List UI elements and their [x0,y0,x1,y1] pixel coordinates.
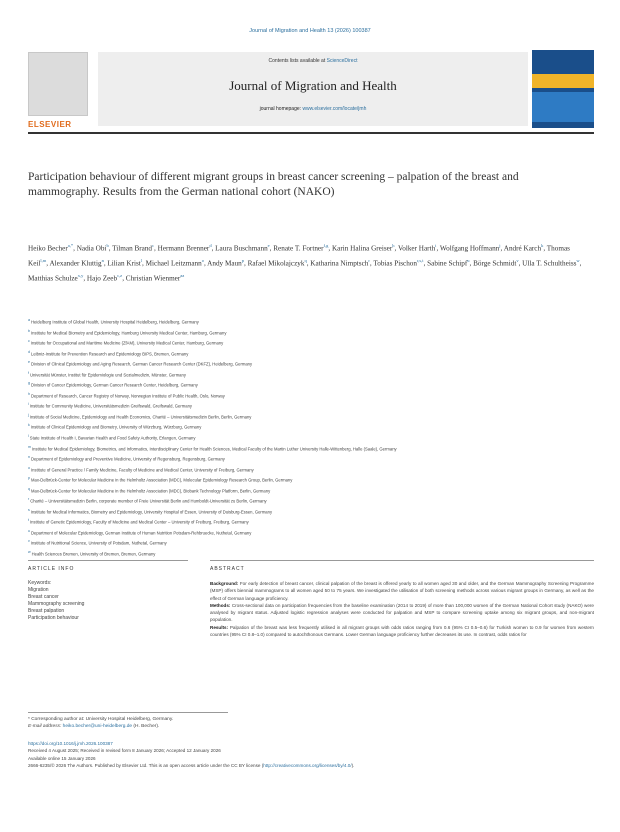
affiliation-item: $^d$ Leibniz-Institute for Prevention Research and Epidemiology BIPS, Bremen, Germany [28,349,189,357]
keyword-list [28,587,188,622]
abstract-paragraph: Methods: Cross-sectional data on participation frequencies from the baseline examination (2014 to 2019) of more than 100,000 women of the German National Cohort study (NAKO) were analysed by migrant status. Adjusted logistic regression analyses were conducted for palpation and MSP to compare screening uptake among six migrant groups, and non-migrant population. [210,602,594,623]
author-affiliation-mark[interactable]: a,* [67,243,74,248]
author-affiliation-mark[interactable]: e [267,243,270,248]
affiliation-item: $^f$ Universität Münster, Institut für Epidemiologie und Sozialmedizin, Münster, Germany [28,370,186,378]
author-name[interactable]: Katharina Nimptsch [310,259,369,268]
email-line: E-mail address: heiko.becher@uni-heidelberg.de (H. Becher). [28,724,160,730]
affiliation-item: $^o$ Institute of General Practice / Family Medicine, Faculty of Medicine and Medical Center, University of Freiburg, Germany [28,465,254,473]
affiliation-item: $^g$ Division of Cancer Epidemiology, German Cancer Research Center, Heidelberg, Germany [28,381,198,388]
affiliation-item: $^m$ Institute for Medical Epidemiology, Biometrics, and Informatics, Interdisciplinary Center for Health Sciences, Medical Faculty of the Martin Luther University Halle-Wittenberg, Halle (Saale), Germany [28,444,397,451]
keyword-item: Mammography screening [28,601,85,608]
author-affiliation-mark[interactable]: p [241,257,244,263]
author-list: Heiko Becher$^{a,*}$, Nadia Obi$^b$, Tilman Brand$^c$, Hermann Brenner$^d$, Laura Buschmann$^e$, Renate T. Fortner$^{f,g}$, Karin Halina Greiser$^h$, Volker Harth$^i$, Wolfgang Hoffmann$^j$, André Karch$^k$, Thomas Keil$^{l,m}$, Alexander Kluttig$^n$, Lilian Krist$^l$, Michael Leitzmann$^o$, Andy Maun$^p$, Rafael Mikolajczyk$^q$, Katharina Nimptsch$^r$, Tobias Pischon$^{r,s,t}$, Sabine Schipf$^u$, Börge Schmidt$^v$, Ulla T. Schultheiss$^w$, Matthias Schulze$^{x,y}$, Hajo Zeeb$^{c,z}$, Christian Wienmer$^{aa}$ [28,243,582,283]
author-name[interactable]: Christian Wienmer [125,274,181,283]
affiliation-item: $^k$ Institute of Clinical Epidemiology and Biometry, University of Würzburg, Würzburg, Germany [28,423,202,430]
abstract-text [210,580,594,638]
affiliation-item: $^w$ Health Sciences Bremen, University of Bremen, Bremen, Germany [28,550,156,557]
affiliation-item: $^b$ Institute for Medical Biometry and Epidemiology, Hamburg University Medical Center, Hamburg, Germany [28,328,227,335]
keywords-block [28,580,188,623]
author-affiliation-mark[interactable]: r,s,t [416,257,424,263]
affiliation-item: $^t$ Institute of Genetic Epidemiology, Faculty of Medicine and Medical Center – University of Freiburg, Freiburg, Germany [28,518,249,525]
abstract-paragraph: Results: Palpation of the breast was less frequently utilised in all migrant groups with odds ratios ranging from 0.6 (95% CI 0.5–0.6) for Turkish women to 0.9 for women from western countries (95% CI 0.8–1.0) compared to autochthonous Germans. Lower German language proficiency further decreases its use. In contrast, odds ratios for [210,624,594,638]
author-name[interactable]: Heiko Becher [28,244,68,253]
author-affiliation-mark[interactable]: d [209,243,212,248]
keyword-item: Breast cancer [28,594,59,601]
author-affiliation-mark[interactable]: f,g [323,243,329,248]
received-dates: Received 4 August 2025; Received in revised form 8 January 2026; Accepted 12 January 2026 [28,748,221,754]
author-affiliation-mark[interactable]: v [516,257,519,263]
abstract-rule [210,560,594,561]
author-name[interactable]: André Karch [503,244,542,253]
sciencedirect-link[interactable]: ScienceDirect [326,58,358,64]
affiliation-item: $^h$ Department of Research, Cancer Registry of Norway, Norwegian Institute of Public Health, Oslo, Norway [28,391,225,399]
author-name[interactable]: Rafael Mikolajczyk [247,259,305,268]
journal-banner [98,52,528,126]
journal-citation[interactable]: Journal of Migration and Health 13 (2026) 100387 [249,28,371,34]
affiliation-item: $^u$ Department of Molecular Epidemiology, German Institute of Human Nutrition Potsdam-Rehbruecke, Nuthetal, Germany [28,528,252,536]
available-online: Available online 15 January 2026 [28,755,96,761]
affiliation-item: $^j$ Institute of Social Medicine, Epidemiology and Health Economics, Charité – Universitätsmedizin Berlin, Berlin, Germany [28,412,252,420]
author-name[interactable]: Laura Buschmann [215,244,268,253]
contents-line: Contents lists available at ScienceDirect [268,58,358,64]
author-name[interactable]: Michael Leitzmann [145,259,202,268]
affiliation-item: $^s$ Institute for Medical Informatics, Biometry and Epidemiology, University Hospital of Essen, University of Duisburg-Essen, Germany [28,507,273,515]
author-affiliation-mark[interactable]: w [576,257,580,263]
homepage-line: journal homepage: www.elsevier.com/locate/jmh [259,106,367,112]
doi-link[interactable]: https://doi.org/10.1016/j.jmh.2026.100387 [28,741,113,746]
elsevier-logo[interactable] [28,52,90,130]
keywords-heading: Keywords: [28,580,52,586]
email-link[interactable]: heiko.becher@uni-heidelberg.de [62,724,133,730]
footnote [28,716,588,730]
keyword-item: Participation behaviour [28,615,79,622]
author-name[interactable]: Karin Halina Greiser [331,244,393,253]
affiliation-item: $^e$ Division of Clinical Epidemiology and Aging Research, German Cancer Research Center (DKFZ), Heidelberg, Germany [28,360,253,367]
author-affiliation-mark[interactable]: j [499,243,501,248]
homepage-link[interactable]: www.elsevier.com/locate/jmh [302,106,367,112]
abstract-heading: ABSTRACT [210,566,245,572]
affiliation-item: $^p$ Max-Delbrück-Center for Molecular Medicine in the Helmholtz Association (MDC), Molecular Epidemiology Research Group, Berlin, Germany [28,476,293,483]
affiliation-list [28,316,588,559]
author-name[interactable]: Lilian Krist [107,259,141,268]
article-info-rule [28,560,188,561]
author-name[interactable]: Matthias Schulze [28,274,78,283]
author-affiliation-mark[interactable]: r [368,257,370,263]
header-rule [28,132,594,134]
author-affiliation-mark[interactable]: h [392,243,395,248]
author-affiliation-mark[interactable]: x,y [77,272,84,278]
keyword-item: Breast palpation [28,608,65,615]
affiliation-item: $^a$ Heidelberg Institute of Global Health, University Hospital Heidelberg, Heidelberg, Germany [28,318,199,325]
affiliation-item: $^q$ Max-Delbrück-Center for Molecular Medicine in the Helmholtz Association (MDC), Biobank Technology Platform, Berlin, Germany [28,486,271,494]
author-affiliation-mark[interactable]: u [467,257,470,263]
license-line: 2666-6235/© 2026 The Authors. Published by Elsevier Ltd. This is an open access article under the CC BY license (http://creativecommons.org/licenses/by/4.0/). [28,763,355,769]
author-affiliation-mark[interactable]: aa [180,272,185,278]
author-name[interactable]: Börge Schmidt [473,259,517,268]
author-name[interactable]: Volker Harth [397,244,436,253]
author-name[interactable]: Wolfgang Hoffmann [439,244,500,253]
author-name[interactable]: Tobias Pischon [373,259,417,268]
author-name[interactable]: Alexander Kluttig [49,259,102,268]
author-affiliation-mark[interactable]: k [541,243,544,248]
journal-header [28,46,594,130]
author-name[interactable]: Tilman Brand [112,244,153,253]
affiliation-item: $^v$ Institute of Nutritional Science, University of Potsdam, Nuthetal, Germany [28,539,167,546]
keyword-item: Migration [28,587,49,594]
author-affiliation-mark[interactable]: o [201,257,204,263]
affiliation-item: $^i$ Institute for Community Medicine, Universitätsmedizin Greifswald, Greifswald, Germany [28,402,192,409]
affiliation-item: $^n$ Department of Epidemiology and Preventive Medicine, University of Regensburg, Regensburg, Germany [28,455,225,462]
author-affiliation-mark[interactable]: c,z [117,272,123,278]
author-name[interactable]: Sabine Schipf [427,259,468,268]
publisher-name: ELSEVIER [28,120,72,129]
license-link[interactable]: http://creativecommons.org/licenses/by/4.0/ [263,763,352,769]
article-title: Participation behaviour of different migrant groups in breast cancer screening – palpation of the breast and mammography. Results from the German national cohort (NAKO) [28,171,519,198]
affiliation-item: $^c$ Institute for Occupational and Maritime Medicine (ZfAM), University Medical Center, Hamburg, Germany [28,339,224,346]
author-affiliation-mark[interactable]: n [101,257,104,263]
affiliation-item: $^l$ State Institute of Health I, Bavarian Health and Food Safety Authority, Erlangen, Germany [28,434,196,441]
article-info-heading: ARTICLE INFO [28,566,75,572]
journal-cover-image[interactable] [532,50,594,128]
author-affiliation-mark[interactable]: q [304,257,307,263]
author-name[interactable]: Hajo Zeeb [86,274,118,283]
author-name[interactable]: Andy Maun [207,259,242,268]
journal-title: Journal of Migration and Health [229,78,397,93]
author-affiliation-mark[interactable]: l [140,257,143,263]
affiliation-item: $^r$ Charité – Universitätsmedizin Berlin, corporate member of Freie Universität Berlin and Humboldt-Universität zu Berlin, Germany [28,497,267,504]
author-name[interactable]: Thomas Keil [28,244,570,268]
abstract-paragraph: Background: For early detection of breast cancer, clinical palpation of the breast is offered yearly to all women aged 30 and older, and the German Mammography Screening Programme (MSP) offers biennial mammograms to all women aged 50 to 75 years. We investigated the utilisation of both screening methods across various migrant groups in Germany, as well as the effect of German language proficiency. [210,581,594,601]
publication-info [28,740,594,770]
author-affiliation-mark[interactable]: b [106,243,109,248]
author-affiliation-mark[interactable]: c [152,243,155,248]
author-name[interactable]: Ulla T. Schultheiss [522,259,577,268]
elsevier-tree-icon [28,52,88,116]
author-affiliation-mark[interactable]: l,m [40,257,47,263]
author-name[interactable]: Hermann Brenner [157,244,210,253]
footnote-rule [28,712,228,713]
corresponding-author-note: * Corresponding author at: University Hospital Heidelberg, Germany. [28,717,174,722]
author-affiliation-mark[interactable]: i [435,243,437,248]
author-name[interactable]: Renate T. Fortner [273,244,324,253]
author-name[interactable]: Nadia Obi [76,244,107,253]
